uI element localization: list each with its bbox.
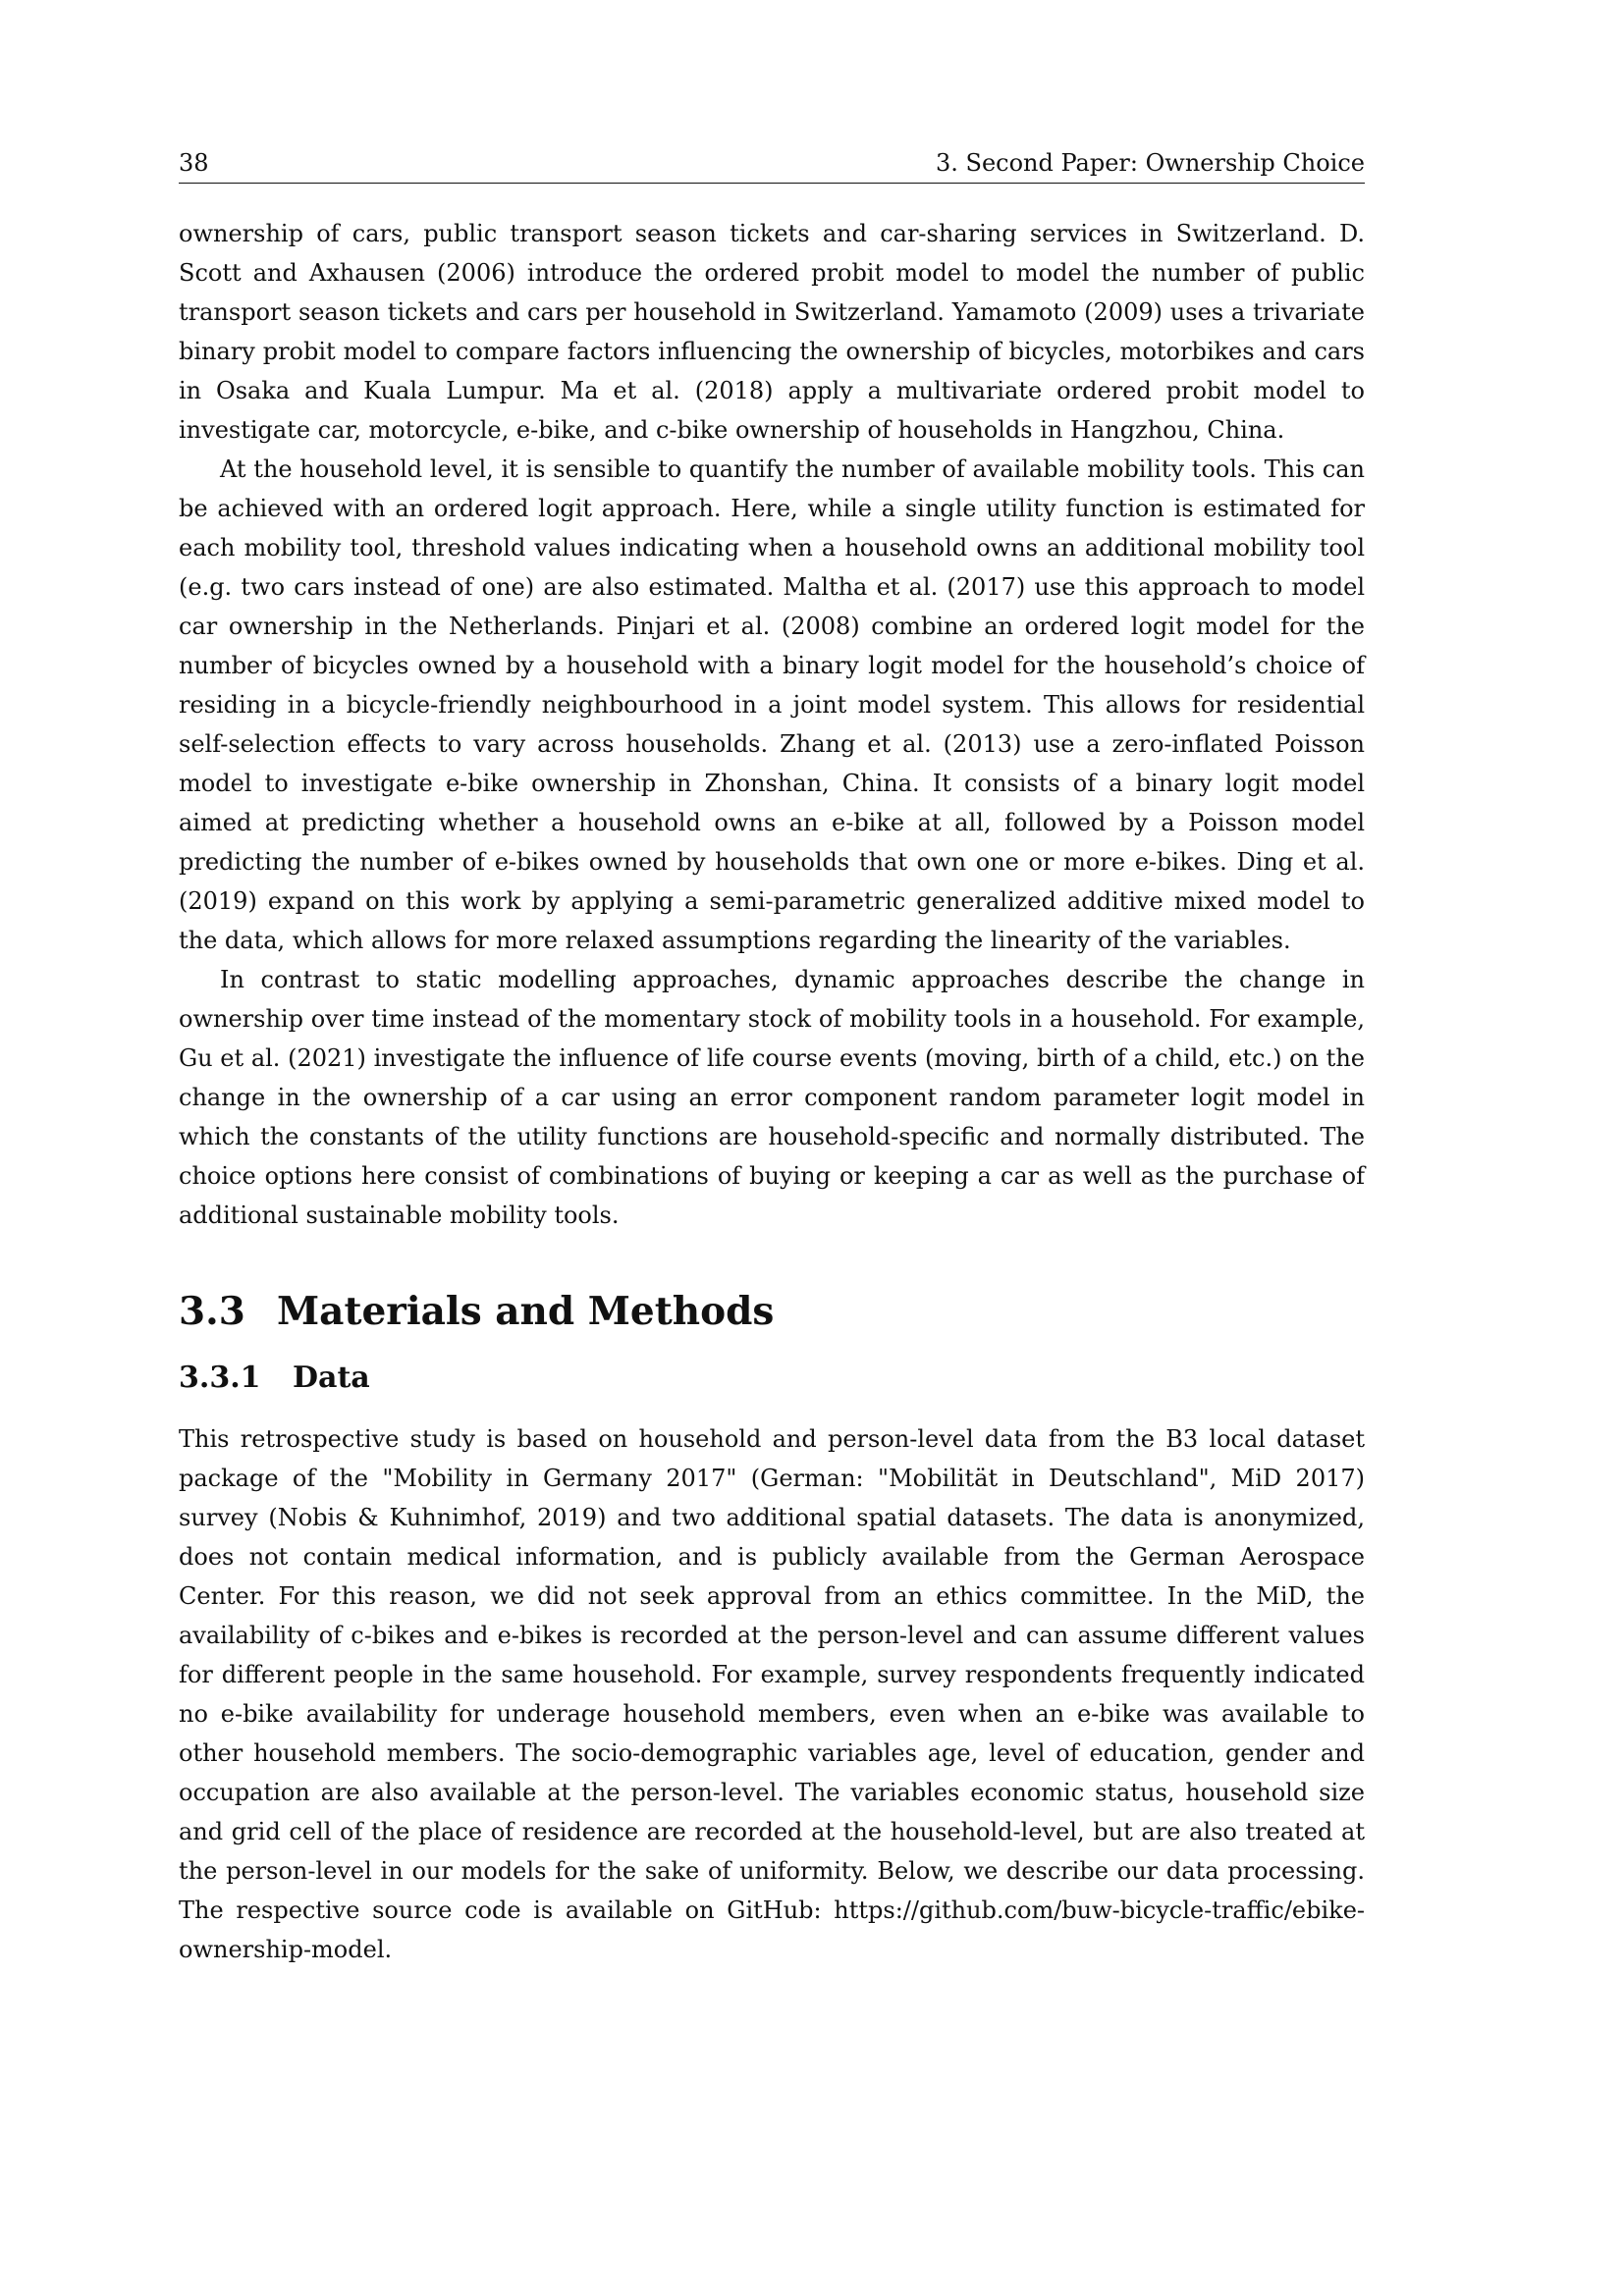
paragraph-continuation: ownership of cars, public transport season tickets and car-sharing services in Switzerland. D. Scott and Axhausen (2006) introduce the ordered probit model to model the number of public transport season tickets and cars per household in Switzerland. Yamamoto (2009) uses a trivariate binary probit model to compare factors influencing the ownership of bicycles, motorbikes and cars in Osaka and Kuala Lumpur. Ma et al. (2018) apply a multivariate ordered probit model to investigate car, motorcycle, e-bike, and c-bike ownership of households in Hangzhou, China. [179, 220, 1365, 444]
paragraph-household-level: At the household level, it is sensible to quantify the number of available mobility tools. This can be achieved with an ordered logit approach. Here, while a single utility function is estimated for each mobility tool, threshold values indicating when a household owns an additional mobility tool (e.g. two cars instead of one) are also estimated. Maltha et al. (2017) use this approach to model car ownership in the Netherlands. Pinjari et al. (2008) combine an ordered logit model for the number of bicycles owned by a household with a binary logit model for the household’s choice of residing in a bicycle-friendly neighbourhood in a joint model system. This allows for residential self-selection effects to vary across households. Zhang et al. (2013) use a zero-inflated Poisson model to investigate e-bike ownership in Zhonshan, China. It consists of a binary logit model aimed at predicting whether a household owns an e-bike at all, followed by a Poisson model predicting the number of e-bikes owned by households that own one or more e-bikes. Ding et al. (2019) expand on this work by applying a semi-parametric generalized additive mixed model to the data, which allows for more relaxed assumptions regarding the linearity of the variables. [179, 455, 1365, 954]
subsection-heading [179, 1355, 1365, 1402]
running-header [179, 147, 1365, 184]
body-text [179, 214, 1365, 1969]
subsection-number: 3.3.1 [179, 1361, 261, 1395]
paragraph-data: This retrospective study is based on household and person-level data from the B3 local dataset package of the "Mobility in Germany 2017" (German: "Mobilität in Deutschland", MiD 2017) survey (Nobis & Kuhnimhof, 2019) and two additional spatial datasets. The data is anonymized, does not contain medical information, and is publicly available from the German Aerospace Center. For this reason, we did not seek approval from an ethics committee. In the MiD, the availability of c-bikes and e-bikes is recorded at the person-level and can assume different values for different people in the same household. For example, survey respondents frequently indicated no e-bike availability for underage household members, even when an e-bike was available to other household members. The socio-demographic variables age, level of education, gender and occupation are also available at the person-level. The variables economic status, household size and grid cell of the place of residence are recorded at the household-level, but are also treated at the person-level in our models for the sake of uniformity. Below, we describe our data processing. The respective source code is available on GitHub: https://github.com/buw-bicycle-traffic/ebike-ownership-model. [179, 1425, 1365, 1963]
paragraph-dynamic-approaches: In contrast to static modelling approaches, dynamic approaches describe the change in ownership over time instead of the momentary stock of mobility tools in a household. For example, Gu et al. (2021) investigate the influence of life course events (moving, birth of a child, etc.) on the change in the ownership of a car using an error component random parameter logit model in which the constants of the utility functions are household-specific and normally distributed. The choice options here consist of combinations of buying or keeping a car as well as the purchase of additional sustainable mobility tools. [179, 966, 1365, 1229]
section-number: 3.3 [179, 1289, 245, 1334]
section-title: Materials and Methods [277, 1289, 775, 1334]
page-number: 38 [179, 149, 209, 177]
section-heading [179, 1282, 1365, 1341]
subsection-title: Data [293, 1361, 370, 1395]
running-header-title: 3. Second Paper: Ownership Choice [935, 149, 1365, 177]
